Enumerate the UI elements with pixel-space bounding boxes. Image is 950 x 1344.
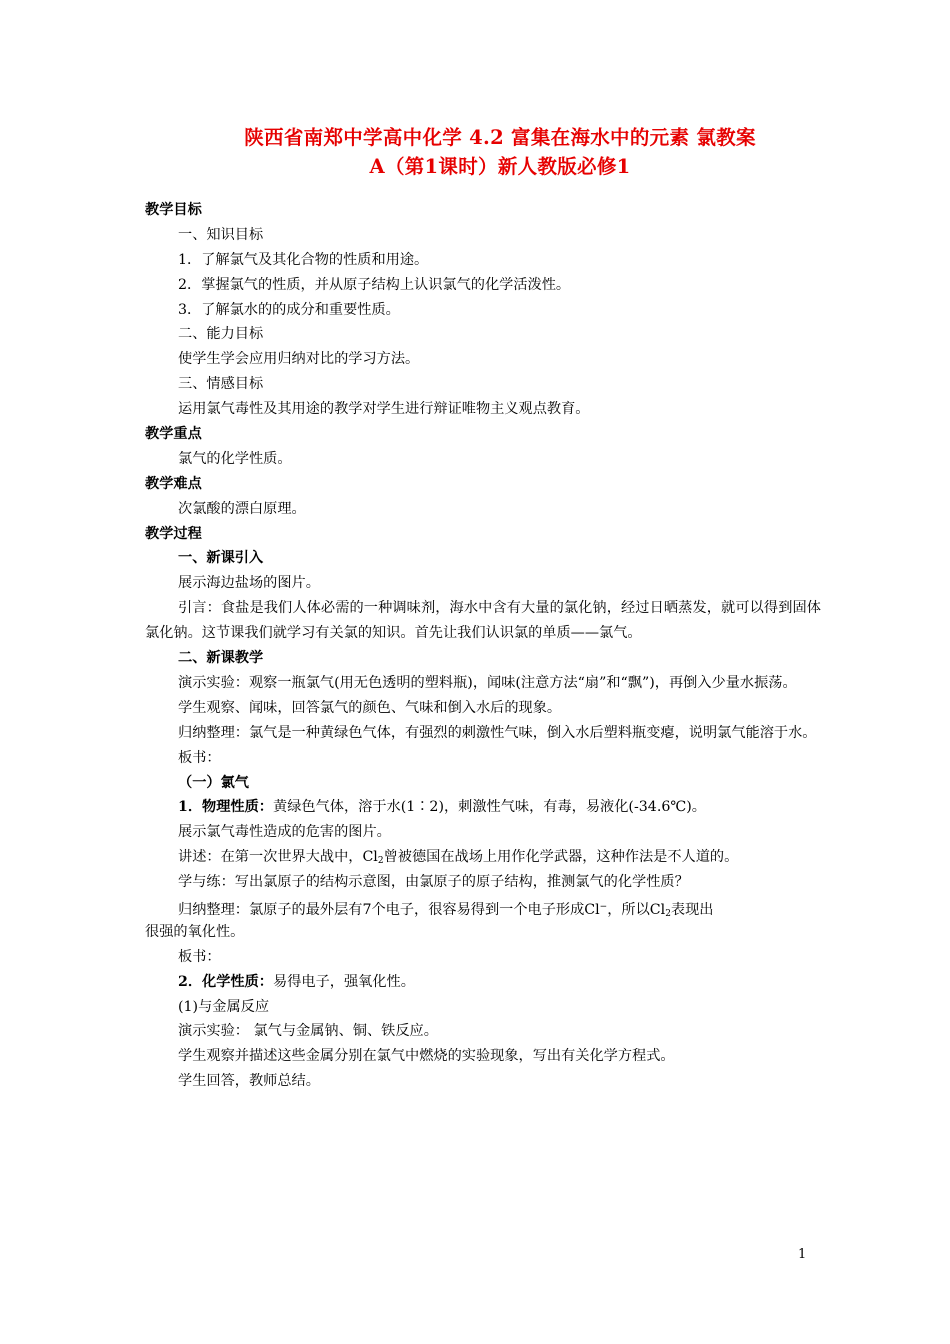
knowledge-item: 2．掌握氯气的性质，并从原子结构上认识氯气的化学活泼性。 (178, 276, 571, 293)
document-body (145, 198, 821, 1094)
intro-heading: 一、新课引入 (178, 550, 264, 567)
demo-paragraph: 演示实验：观察一瓶氯气(用无色透明的塑料瓶)，闻味(注意方法“扇”和“飘”)，再倒入少量水振荡。 (178, 674, 797, 691)
page-number: 1 (798, 1247, 807, 1262)
difficulty-heading: 教学难点 (145, 475, 202, 492)
summary-paragraph: 归纳整理：氯气是一种黄绿色气体，有强烈的刺激性气味，倒入水后塑料瓶变瘪，说明氯气能溶于水。 (178, 724, 817, 741)
emotion-heading: 三、情感目标 (178, 376, 264, 393)
board-label: 板书： (178, 948, 221, 965)
summary2-paragraph (145, 895, 821, 920)
summary2-text-c: 表现出 (670, 902, 714, 918)
summary2-superscript: − (599, 902, 608, 912)
emotion-text: 运用氯气毒性及其用途的教学对学生进行辩证唯物主义观点教育。 (178, 401, 590, 418)
ability-text: 使学生学会应用归纳对比的学习方法。 (178, 351, 420, 368)
objectives-heading: 教学目标 (145, 202, 202, 218)
lecture-text-a: 讲述：在第一次世界大战中，Cl (178, 849, 378, 866)
summary2-continued: 很强的氧化性。 (145, 923, 245, 940)
physical-text: 黄绿色气体，溶于水(1∶2)，刺激性气味，有毒，易液化(-34.6℃)。 (273, 799, 706, 816)
intro-quote: 引言：食盐是我们人体必需的一种调味剂，海水中含有大量的氯化钠，经过日晒蒸发，就可以得到固体氯化钠。这节课我们就学习有关氯的知识。首先让我们认识氯的单质——氯气。 (145, 600, 821, 642)
knowledge-item: 1．了解氯气及其化合物的性质和用途。 (178, 251, 429, 268)
metal-heading: (1)与金属反应 (178, 998, 270, 1015)
summary2-text-a: 归纳整理：氯原子的最外层有7个电子，很容易得到一个电子形成Cl (178, 902, 600, 918)
observe2-paragraph: 学生观察并描述这些金属分别在氯气中燃烧的实验现象，写出有关化学方程式。 (178, 1048, 675, 1065)
chlorine-heading: （一）氯气 (178, 774, 249, 791)
keypoint-text: 氯气的化学性质。 (178, 450, 292, 467)
intro-show: 展示海边盐场的图片。 (178, 575, 320, 592)
answer-paragraph: 学生回答，教师总结。 (178, 1073, 320, 1090)
ability-heading: 二、能力目标 (178, 326, 264, 343)
summary2-text-b: ，所以Cl (607, 902, 666, 918)
difficulty-text: 次氯酸的漂白原理。 (178, 500, 306, 517)
lecture-paragraph (145, 845, 821, 870)
board-label: 板书： (178, 749, 221, 766)
practice-paragraph: 学与练：写出氯原子的结构示意图，由氯原子的原子结构，推测氯气的化学性质？ (178, 874, 689, 891)
keypoint-heading: 教学重点 (145, 426, 202, 443)
chemical-label: 2．化学性质： (178, 973, 273, 990)
observe-paragraph: 学生观察、闻味，回答氯气的颜色、气味和倒入水后的现象。 (178, 699, 562, 716)
chemical-text: 易得电子，强氧化性。 (273, 973, 415, 990)
document-title-line-1: 陕西省南郑中学高中化学 4.2 富集在海水中的元素 氯教案 (244, 126, 756, 149)
physical-label: 1．物理性质： (178, 799, 273, 816)
document-title-line-2: A（第1课时）新人教版必修1 (369, 155, 631, 178)
summary2-subscript: 2 (665, 909, 671, 919)
lecture-subscript: 2 (377, 856, 384, 867)
knowledge-item: 3．了解氯水的的成分和重要性质。 (178, 301, 400, 318)
demo2-paragraph: 演示实验： 氯气与金属钠、铜、铁反应。 (178, 1023, 438, 1040)
chemical-properties (145, 970, 821, 995)
lecture-text-b: 曾被德国在战场上用作化学武器，这种作法是不人道的。 (383, 849, 739, 866)
show-poison: 展示氯气毒性造成的危害的图片。 (178, 824, 391, 841)
knowledge-heading: 一、知识目标 (178, 226, 264, 243)
teach-heading: 二、新课教学 (178, 650, 264, 667)
process-heading: 教学过程 (145, 525, 202, 542)
physical-properties (145, 795, 821, 820)
